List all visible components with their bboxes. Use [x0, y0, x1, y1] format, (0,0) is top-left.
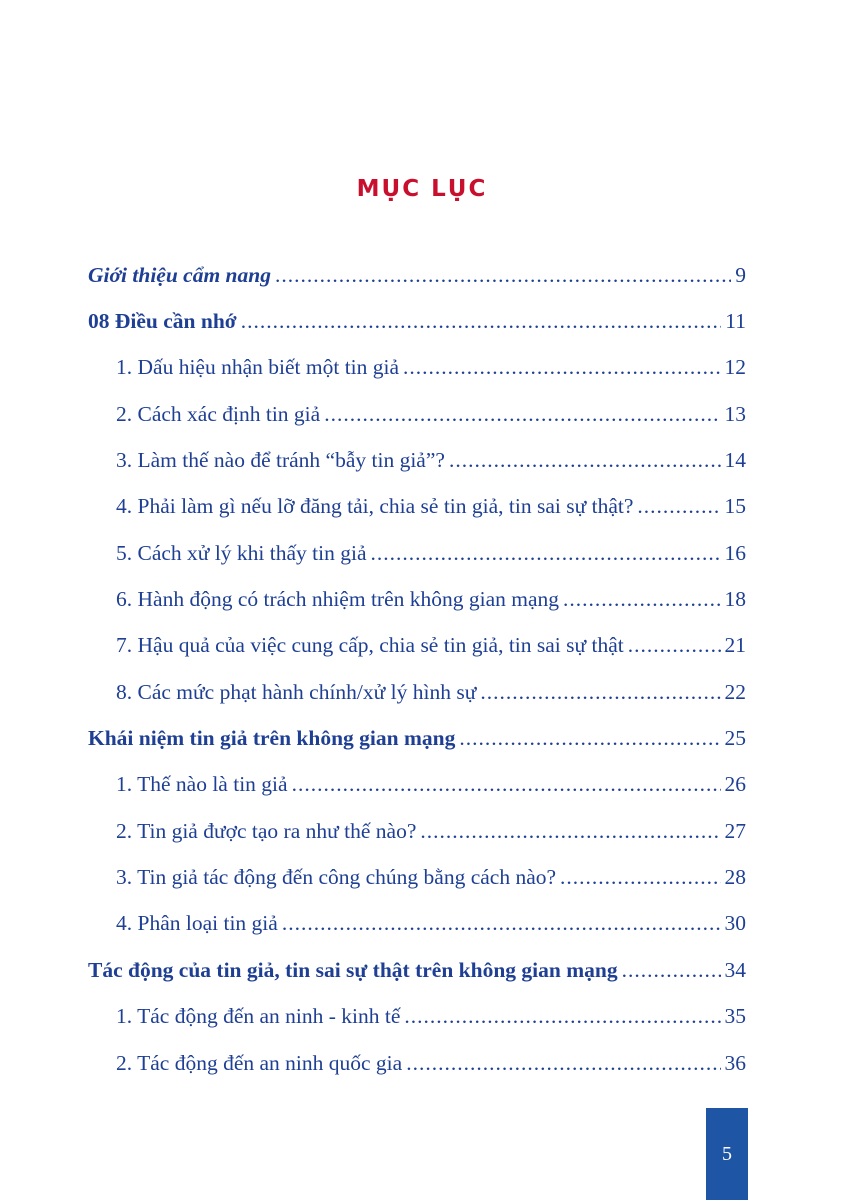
toc-entry-label: 3. Làm thế nào để tránh “bẫy tin giả”? [116, 448, 445, 473]
toc-entry-label: 08 Điều cần nhớ [88, 309, 237, 334]
page-title: MỤC LỤC [356, 176, 488, 202]
page-number-tab [706, 1108, 748, 1200]
toc-entry-page: 27 [724, 818, 746, 843]
toc-entry-page: 21 [724, 633, 746, 658]
toc-entry-page: 22 [724, 679, 746, 704]
toc-dot-leader [459, 726, 720, 751]
toc-dot-leader [622, 958, 721, 983]
toc-subentry[interactable] [88, 669, 746, 715]
toc-subentry[interactable] [88, 345, 746, 391]
toc-entry-label: 2. Tác động đến an ninh quốc gia [116, 1050, 403, 1075]
toc-entry-label: 5. Cách xử lý khi thấy tin giả [116, 540, 367, 565]
toc-entry-page: 30 [724, 911, 746, 936]
toc-subentry[interactable] [88, 854, 746, 900]
toc-entry-label: 8. Các mức phạt hành chính/xử lý hình sự [116, 679, 477, 704]
toc-subentry[interactable] [88, 1040, 746, 1086]
table-of-contents [88, 252, 746, 1086]
toc-dot-leader [404, 1004, 720, 1029]
toc-dot-leader [560, 865, 720, 890]
toc-entry-page: 28 [724, 865, 746, 890]
toc-entry-page: 11 [725, 309, 746, 334]
toc-entry-label: 4. Phải làm gì nếu lỡ đăng tải, chia sẻ tin giả, tin sai sự thật? [116, 494, 634, 519]
toc-entry-page: 12 [724, 355, 746, 380]
toc-dot-leader [292, 772, 721, 797]
toc-dot-leader [275, 263, 731, 288]
toc-dot-leader [324, 402, 720, 427]
toc-dot-leader [403, 355, 720, 380]
toc-section-entry[interactable] [88, 715, 746, 761]
toc-entry-page: 14 [724, 448, 746, 473]
toc-dot-leader [637, 494, 720, 519]
toc-entry-label: 1. Thế nào là tin giả [116, 772, 288, 797]
toc-entry-label: Giới thiệu cẩm nang [88, 262, 271, 287]
toc-entry-page: 34 [724, 957, 746, 982]
toc-dot-leader [241, 309, 722, 334]
toc-entry-page: 13 [724, 401, 746, 426]
toc-subentry[interactable] [88, 994, 746, 1040]
toc-entry-label: 2. Cách xác định tin giả [116, 401, 321, 426]
toc-entry-label: 4. Phân loại tin giả [116, 911, 278, 936]
toc-dot-leader [420, 819, 720, 844]
toc-dot-leader [563, 587, 720, 612]
toc-dot-leader [406, 1051, 720, 1076]
toc-dot-leader [371, 541, 721, 566]
toc-subentry[interactable] [88, 391, 746, 437]
toc-entry-page: 16 [724, 540, 746, 565]
toc-entry-label: 1. Dấu hiệu nhận biết một tin giả [116, 355, 400, 380]
toc-entry-label: 7. Hậu quả của việc cung cấp, chia sẻ tin giả, tin sai sự thật [116, 633, 624, 658]
toc-dot-leader [480, 680, 720, 705]
toc-entry-page: 25 [724, 726, 746, 751]
toc-entry-label: 2. Tin giả được tạo ra như thế nào? [116, 818, 417, 843]
toc-entry-page: 35 [724, 1004, 746, 1029]
toc-section-entry[interactable] [88, 298, 746, 344]
toc-entry-label: Khái niệm tin giả trên không gian mạng [88, 726, 456, 751]
toc-entry-label: Tác động của tin giả, tin sai sự thật trên không gian mạng [88, 957, 618, 982]
toc-subentry[interactable] [88, 484, 746, 530]
toc-dot-leader [449, 448, 721, 473]
toc-entry-label: 6. Hành động có trách nhiệm trên không gian mạng [116, 587, 560, 612]
toc-section-entry[interactable] [88, 947, 746, 993]
toc-subentry[interactable] [88, 901, 746, 947]
toc-entry-page: 15 [724, 494, 746, 519]
toc-entry-page: 18 [724, 587, 746, 612]
toc-entry-page: 9 [735, 262, 746, 287]
toc-section-entry[interactable] [88, 252, 746, 298]
toc-dot-leader [282, 911, 721, 936]
toc-subentry[interactable] [88, 576, 746, 622]
page-number: 5 [722, 1142, 732, 1165]
toc-subentry[interactable] [88, 437, 746, 483]
toc-subentry[interactable] [88, 530, 746, 576]
toc-subentry[interactable] [88, 762, 746, 808]
toc-subentry[interactable] [88, 623, 746, 669]
toc-dot-leader [628, 633, 721, 658]
toc-entry-page: 36 [724, 1050, 746, 1075]
toc-subentry[interactable] [88, 808, 746, 854]
toc-entry-label: 3. Tin giả tác động đến công chúng bằng cách nào? [116, 865, 557, 890]
toc-entry-page: 26 [724, 772, 746, 797]
toc-entry-label: 1. Tác động đến an ninh - kinh tế [116, 1004, 401, 1029]
